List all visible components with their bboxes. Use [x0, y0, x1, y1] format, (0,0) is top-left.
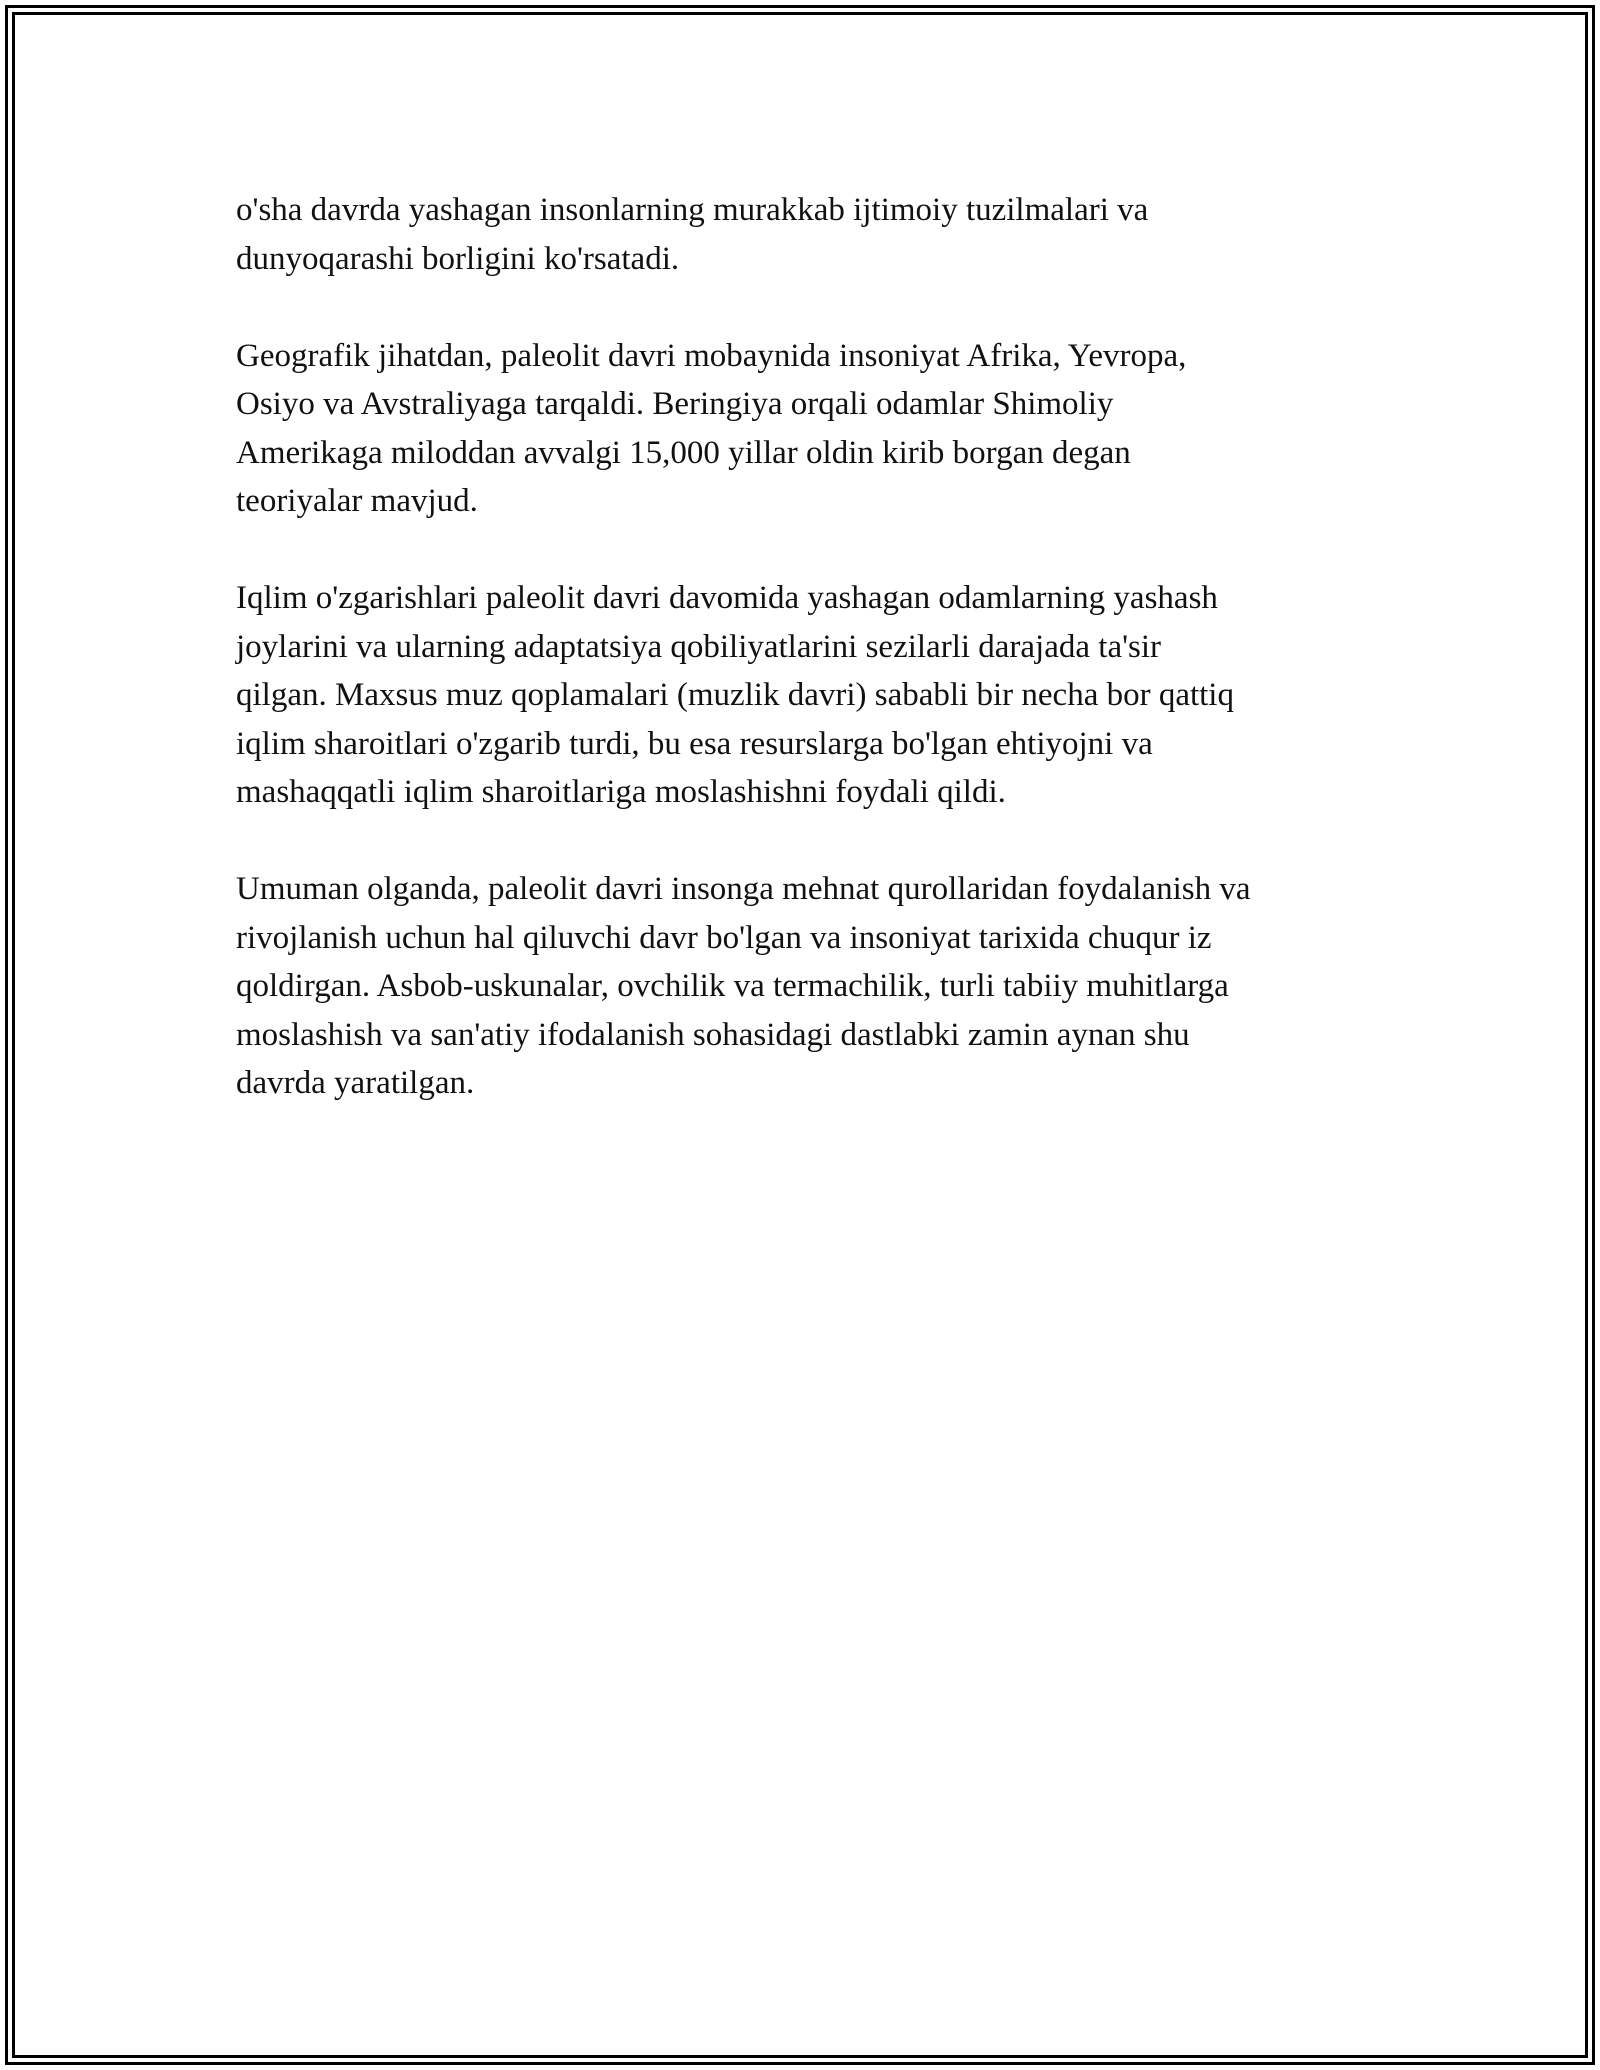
text-line: Iqlim o'zgarishlari paleolit davri davomida yashagan odamlarning yashash — [236, 580, 1218, 616]
paragraph-geography — [236, 332, 1376, 526]
text-line: moslashish va san'atiy ifodalanish sohasidagi dastlabki zamin aynan shu — [236, 1016, 1190, 1053]
text-line: Amerikaga miloddan avvalgi 15,000 yillar oldin kirib borgan degan — [236, 434, 1131, 471]
text-line: Osiyo va Avstraliyaga tarqaldi. Beringiya orqali odamlar Shimoliy — [236, 386, 1114, 422]
text-line: qoldirgan. Asbob-uskunalar, ovchilik va termachilik, turli tabiiy muhitlarga — [236, 968, 1229, 1004]
text-line: Geografik jihatdan, paleolit davri mobaynida insoniyat Afrika, Yevropa, — [236, 337, 1187, 374]
text-line: davrda yaratilgan. — [236, 1065, 475, 1101]
document-body — [236, 186, 1376, 1156]
paragraph-social-structures — [236, 186, 1376, 283]
text-line: joylarini va ularning adaptatsiya qobiliyatlarini sezilarli darajada ta'sir — [236, 628, 1162, 665]
text-line: qilgan. Maxsus muz qoplamalari (muzlik davri) sababli bir necha bor qattiq — [236, 677, 1234, 713]
text-line: iqlim sharoitlari o'zgarib turdi, bu esa resurslarga bo'lgan ehtiyojni va — [236, 725, 1153, 762]
paragraph-conclusion — [236, 865, 1376, 1108]
text-line: o'sha davrda yashagan insonlarning murakkab ijtimoiy tuzilmalari va — [236, 192, 1149, 228]
text-line: teoriyalar mavjud. — [236, 483, 478, 519]
paragraph-climate — [236, 574, 1376, 817]
text-line: dunyoqarashi borligini ko'rsatadi. — [236, 240, 680, 277]
text-line: mashaqqatli iqlim sharoitlariga moslashishni foydali qildi. — [236, 774, 1006, 810]
text-line: rivojlanish uchun hal qiluvchi davr bo'lgan va insoniyat tarixida chuqur iz — [236, 919, 1212, 956]
text-line: Umuman olganda, paleolit davri insonga mehnat qurollaridan foydalanish va — [236, 871, 1251, 907]
